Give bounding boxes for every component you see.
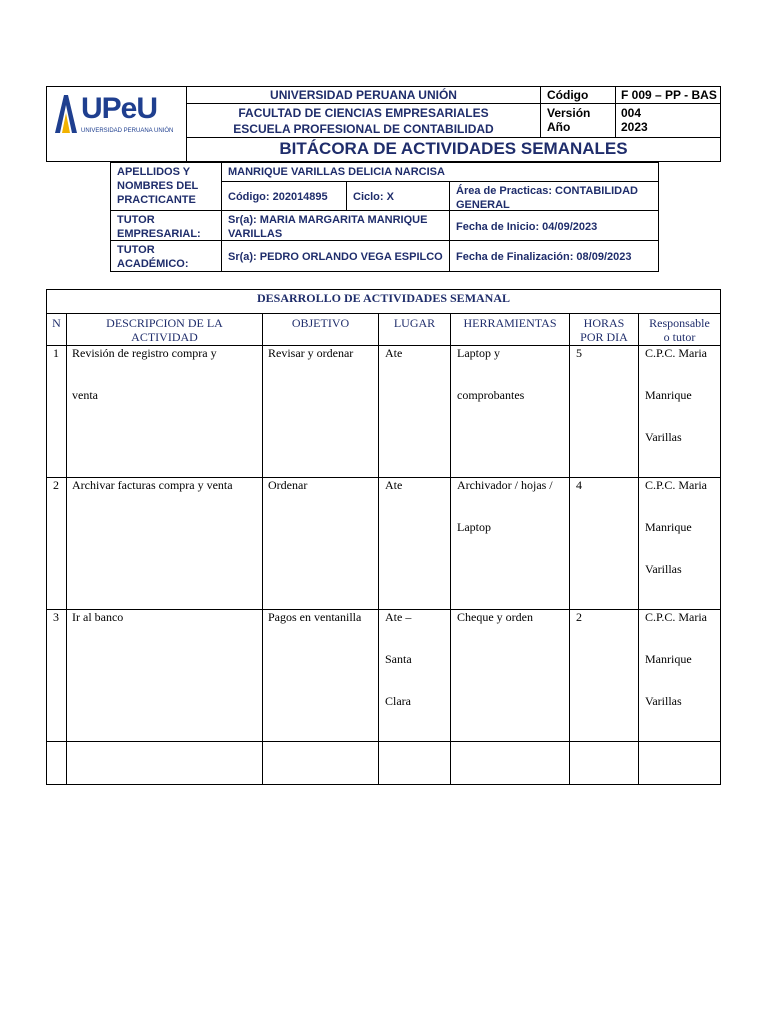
business-tutor-label-line2: EMPRESARIAL: bbox=[117, 228, 201, 240]
year-label: Año bbox=[547, 120, 571, 134]
row-responsible: C.P.C. Maria bbox=[645, 610, 708, 624]
row-cell bbox=[569, 477, 639, 610]
col-hours-label-1: HORAS bbox=[583, 316, 625, 330]
practitioner-name-cell bbox=[221, 162, 659, 182]
table-row bbox=[46, 477, 67, 610]
row-cell bbox=[66, 345, 263, 478]
code-value: F 009 – PP - BAS bbox=[621, 88, 717, 102]
row-objective: Revisar y ordenar bbox=[268, 346, 354, 360]
row-cell bbox=[569, 741, 639, 785]
row-place: Ate bbox=[385, 478, 403, 492]
practice-area-line1: Área de Practicas: CONTABILIDAD bbox=[456, 185, 638, 197]
col-hours-label-2: POR DIA bbox=[580, 330, 628, 344]
row-number: 3 bbox=[53, 610, 59, 624]
row-description: venta bbox=[72, 388, 98, 402]
row-responsible: Manrique bbox=[645, 652, 692, 666]
col-desc-label-2: ACTIVIDAD bbox=[131, 330, 198, 344]
row-description: Ir al banco bbox=[72, 610, 124, 624]
page-title: BITÁCORA DE ACTIVIDADES SEMANALES bbox=[279, 139, 628, 158]
academic-tutor-label-line1: TUTOR bbox=[117, 244, 155, 256]
row-cell bbox=[262, 741, 379, 785]
col-resp-label-2: o tutor bbox=[663, 330, 696, 344]
year-value: 2023 bbox=[621, 120, 648, 134]
row-number: 1 bbox=[53, 346, 59, 360]
row-number: 2 bbox=[53, 478, 59, 492]
row-cell bbox=[638, 345, 721, 478]
business-tutor-cell bbox=[221, 210, 450, 241]
logo-text: UPeU bbox=[81, 92, 158, 125]
row-cell bbox=[569, 609, 639, 742]
cycle-cell bbox=[346, 181, 450, 211]
code-label: Código bbox=[547, 88, 589, 102]
practitioner-label-cell bbox=[110, 162, 222, 211]
row-responsible: Varillas bbox=[645, 562, 682, 576]
row-cell bbox=[450, 477, 570, 610]
col-n-label: N bbox=[52, 316, 61, 330]
row-responsible: Varillas bbox=[645, 694, 682, 708]
business-tutor-line2: VARILLAS bbox=[228, 228, 283, 240]
academic-tutor: Sr(a): PEDRO ORLANDO VEGA ESPILCO bbox=[228, 251, 443, 263]
business-tutor-label-line1: TUTOR bbox=[117, 214, 155, 226]
version-value: 004 bbox=[621, 106, 642, 120]
row-hours: 5 bbox=[576, 346, 582, 360]
activities-title: DESARROLLO DE ACTIVIDADES SEMANAL bbox=[256, 291, 511, 305]
row-cell bbox=[262, 609, 379, 742]
row-description: Archivar facturas compra y venta bbox=[72, 478, 233, 492]
row-cell bbox=[378, 477, 451, 610]
upeu-logo-icon bbox=[53, 93, 79, 133]
row-description: Revisión de registro compra y bbox=[72, 346, 217, 360]
academic-tutor-cell bbox=[221, 240, 450, 272]
row-tools: Laptop bbox=[457, 520, 491, 534]
row-tools: Cheque y orden bbox=[457, 610, 533, 624]
university-name: UNIVERSIDAD PERUANA UNIÓN bbox=[270, 88, 457, 102]
row-cell bbox=[66, 477, 263, 610]
version-label: Versión bbox=[547, 106, 591, 120]
table-row-empty bbox=[46, 741, 67, 785]
row-cell bbox=[638, 741, 721, 785]
row-cell bbox=[378, 741, 451, 785]
row-place: Ate – bbox=[385, 610, 412, 624]
row-cell bbox=[450, 609, 570, 742]
row-responsible: C.P.C. Maria bbox=[645, 346, 708, 360]
start-date-cell bbox=[449, 210, 659, 241]
row-objective: Pagos en ventanilla bbox=[268, 610, 362, 624]
logo-cell bbox=[46, 86, 186, 162]
row-hours: 4 bbox=[576, 478, 582, 492]
row-responsible: Manrique bbox=[645, 388, 692, 402]
row-responsible: C.P.C. Maria bbox=[645, 478, 708, 492]
row-cell bbox=[638, 477, 721, 610]
row-tools: Laptop y bbox=[457, 346, 500, 360]
col-objective-label: OBJETIVO bbox=[291, 316, 350, 330]
practice-area-cell bbox=[449, 181, 659, 211]
row-hours: 2 bbox=[576, 610, 582, 624]
table-row bbox=[46, 609, 67, 742]
cycle: Ciclo: X bbox=[353, 191, 394, 203]
col-desc-label-1: DESCRIPCION DE LA bbox=[106, 316, 223, 330]
row-cell bbox=[262, 345, 379, 478]
practitioner-label-line1: APELLIDOS Y bbox=[117, 166, 191, 178]
row-cell bbox=[66, 609, 263, 742]
end-date: Fecha de Finalización: 08/09/2023 bbox=[456, 251, 632, 263]
student-code: Código: 202014895 bbox=[228, 191, 328, 203]
business-tutor-label-cell bbox=[110, 210, 222, 241]
business-tutor-line1: Sr(a): MARIA MARGARITA MANRIQUE bbox=[228, 214, 428, 226]
faculty-name: FACULTAD DE CIENCIAS EMPRESARIALES bbox=[238, 106, 489, 120]
row-cell bbox=[262, 477, 379, 610]
row-cell bbox=[450, 741, 570, 785]
academic-tutor-label-line2: ACADÉMICO: bbox=[117, 258, 189, 270]
row-responsible: Varillas bbox=[645, 430, 682, 444]
row-place: Santa bbox=[385, 652, 412, 666]
row-place: Ate bbox=[385, 346, 403, 360]
academic-tutor-label-cell bbox=[110, 240, 222, 272]
row-tools: comprobantes bbox=[457, 388, 525, 402]
row-tools: Archivador / hojas / bbox=[457, 478, 553, 492]
row-objective: Ordenar bbox=[268, 478, 308, 492]
start-date: Fecha de Inicio: 04/09/2023 bbox=[456, 221, 598, 233]
practitioner-label-line2: NOMBRES DEL bbox=[117, 180, 199, 192]
student-code-cell bbox=[221, 181, 347, 211]
logo-subtext: UNIVERSIDAD PERUANA UNIÓN bbox=[81, 128, 174, 134]
row-cell bbox=[638, 609, 721, 742]
col-place-label: LUGAR bbox=[393, 316, 436, 330]
practitioner-label-line3: PRACTICANTE bbox=[117, 194, 196, 206]
practice-area-line2: GENERAL bbox=[456, 199, 510, 211]
row-cell bbox=[378, 609, 451, 742]
school-name: ESCUELA PROFESIONAL DE CONTABILIDAD bbox=[233, 122, 494, 136]
end-date-cell bbox=[449, 240, 659, 272]
row-cell bbox=[569, 345, 639, 478]
table-row bbox=[46, 345, 67, 478]
col-tools-label: HERRAMIENTAS bbox=[463, 316, 557, 330]
row-cell bbox=[450, 345, 570, 478]
row-cell bbox=[66, 741, 263, 785]
row-place: Clara bbox=[385, 694, 411, 708]
col-resp-label-1: Responsable bbox=[649, 316, 710, 330]
practitioner-name: MANRIQUE VARILLAS DELICIA NARCISA bbox=[228, 166, 445, 178]
row-responsible: Manrique bbox=[645, 520, 692, 534]
row-cell bbox=[378, 345, 451, 478]
